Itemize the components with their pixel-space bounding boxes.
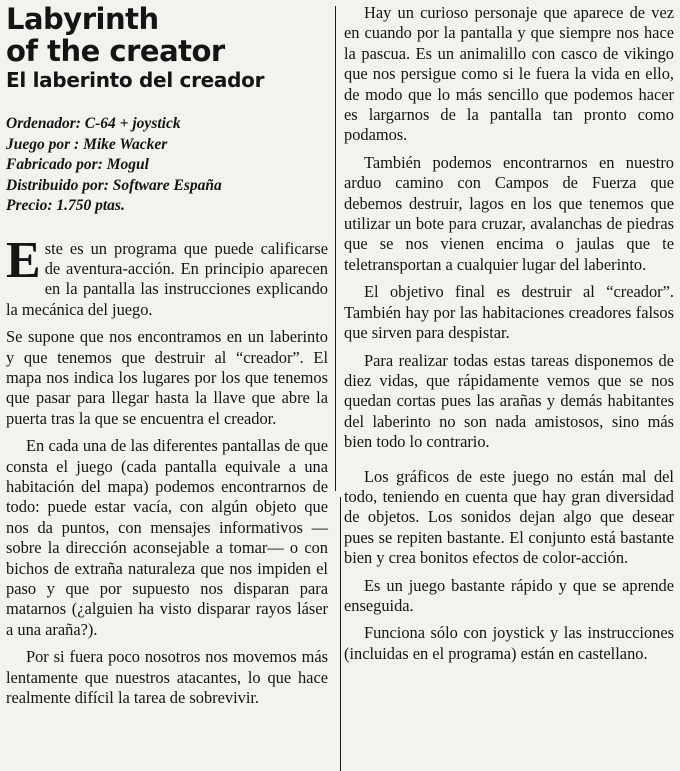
body-paragraph-11: Funciona sólo con joystick y las instrucciones (incluidas en el programa) están en castellano. <box>344 623 674 663</box>
body-paragraph-4: Por si fuera poco nosotros nos movemos más lentamente que nuestros atacantes, lo que hace realmente difícil la tarea de sobrevivir. <box>6 647 328 708</box>
body-paragraph-5: Hay un curioso personaje que aparece de vez en cuando por la pantalla y que siempre nos hace la pascua. Es un animalillo con casco de vikingo que nos persigue como si le fuera la vida en ello, de modo que lo más sencillo que podemos hacer es largarnos de la pantalla tan pronto como podamos. <box>344 3 674 145</box>
spec-author: Juego por : Mike Wacker <box>6 135 168 153</box>
body-paragraph-6: También podemos encontrarnos en nuestro arduo camino con Campos de Fuerza que debemos destruir, lagos en los que tenemos que utilizar un bote para cruzar, avalanchas de piedras que se nos vienen encima o jaulas que te teletransportan a cualquier lugar del laberinto. <box>344 152 674 274</box>
left-column <box>6 0 328 715</box>
spec-price: Precio: 1.750 ptas. <box>6 197 125 214</box>
body-paragraph-1-text: ste es un programa que puede calificarse de aventura-acción. En principio aparecen en la pantalla las instrucciones explicando la mecánica del juego. <box>6 238 328 319</box>
body-paragraph-8: Para realizar todas estas tareas disponemos de diez vidas, que rápidamente vemos que se nos quedan cortas pues las arañas y demás habitantes del laberinto no son nada amistosos, sino más bien todo lo contrario. <box>344 350 674 452</box>
body-paragraph-2: Se supone que nos encontramos en un laberinto y que tenemos que destruir al “creador”. El mapa nos indica los lugares por los que tenemos que pasar para llegar hasta la llave que abre la puerta tras la que se encuentra el creador. <box>6 327 328 428</box>
column-rule-bottom <box>340 497 341 771</box>
body-paragraph-9: Los gráficos de este juego no están mal del todo, teniendo en cuenta que hay gran diversidad de objetos. Los sonidos dejan algo que desear pues se repiten bastante. El conjunto está bastante bien y crea bonitos efectos de color-acción. <box>344 466 674 568</box>
column-rule-top <box>335 6 336 491</box>
spec-computer: Ordenador: C-64 + joystick <box>6 115 181 132</box>
article-title-english <box>6 0 328 67</box>
body-paragraph-1 <box>6 231 328 321</box>
title-line-2: of the creator <box>6 34 225 68</box>
article-title-spanish: El laberinto del creador <box>6 68 265 92</box>
drop-cap: E <box>6 231 41 289</box>
body-paragraph-3: En cada una de las diferentes pantallas de que consta el juego (cada pantalla equivale a una habitación del mapa) podemos encontrarnos de todo: puede estar vacía, con algún objeto que nos da puntos, con mensajes informativos —sobre la dirección aconsejable a tomar— o con bichos de extraña naturaleza que nos impiden el paso y que por supuesto nos disparan para matarnos (¿alguien ha visto disparar rayos láser a una araña?). <box>6 436 328 639</box>
spec-distributor: Distribuido por: Software España <box>6 176 222 194</box>
body-paragraph-7: El objetivo final es destruir al “creador”. También hay por las habitaciones creadores falsos que sirven para despistar. <box>344 282 674 343</box>
body-paragraph-10: Es un juego bastante rápido y que se aprende enseguida. <box>344 575 674 615</box>
right-column <box>344 0 674 671</box>
spec-manufacturer: Fabricado por: Mogul <box>6 156 149 173</box>
title-line-1: Labyrinth <box>6 2 159 36</box>
game-specs <box>6 114 328 217</box>
